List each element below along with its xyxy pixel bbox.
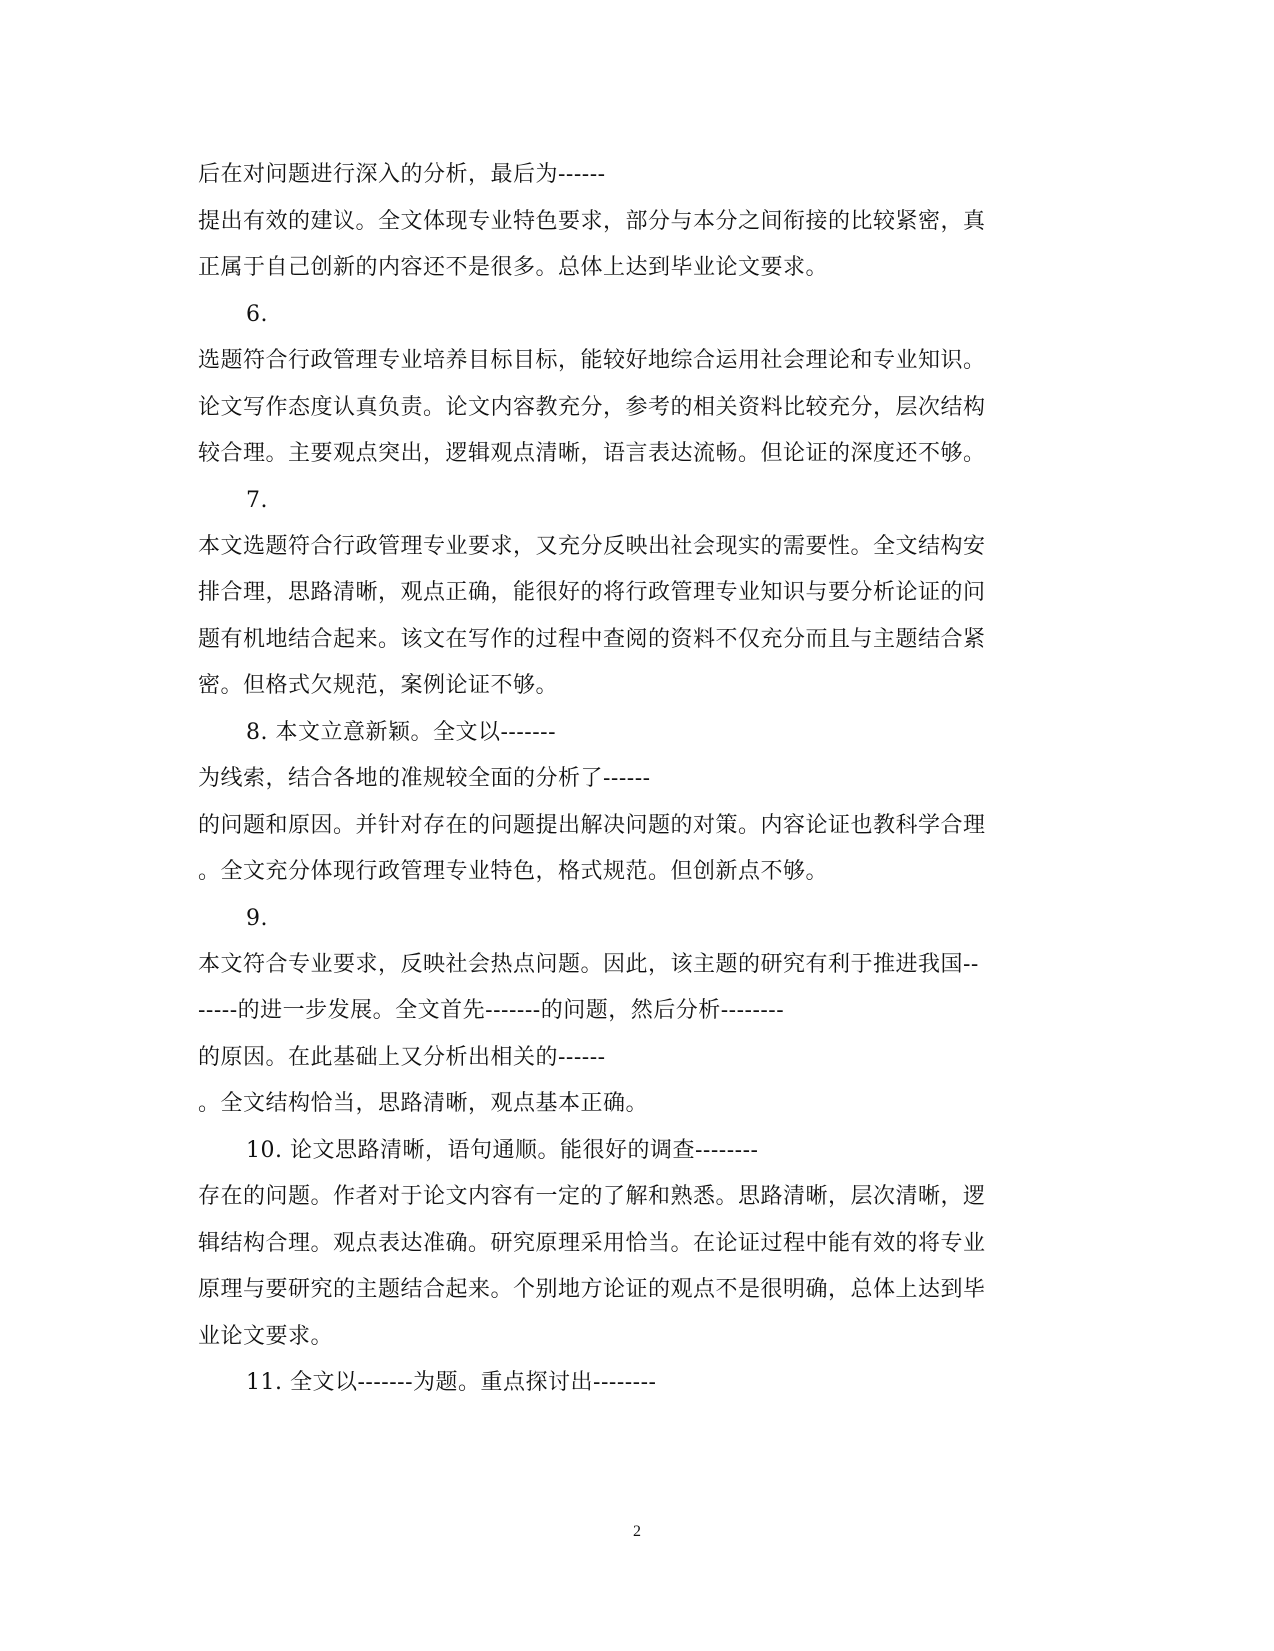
page-number: 2 <box>633 1523 641 1540</box>
text-line: 本文符合专业要求，反映社会热点问题。因此，该主题的研究有利于推进我国-- <box>198 952 979 977</box>
text-line: 的原因。在此基础上又分析出相关的------ <box>198 1045 606 1070</box>
text-line: 的问题和原因。并针对存在的问题提出解决问题的对策。内容论证也教科学合理 <box>198 813 986 838</box>
text-line: -----的进一步发展。全文首先-------的问题，然后分析-------- <box>198 998 785 1023</box>
text-line: 原理与要研究的主题结合起来。个别地方论证的观点不是很明确，总体上达到毕 <box>198 1277 986 1302</box>
text-line: 辑结构合理。观点表达准确。研究原理采用恰当。在论证过程中能有效的将专业 <box>198 1231 986 1256</box>
text-line: 为线索，结合各地的准规较全面的分析了------ <box>198 766 651 791</box>
text-line: 。全文结构恰当，思路清晰，观点基本正确。 <box>198 1091 649 1116</box>
list-number: 6. <box>246 302 268 327</box>
text-line: 提出有效的建议。全文体现专业特色要求，部分与本分之间衔接的比较紧密，真 <box>198 209 986 234</box>
list-item: 10. 论文思路清晰，语句通顺。能很好的调查-------- <box>246 1138 759 1163</box>
text-line: 密。但格式欠规范，案例论证不够。 <box>198 673 559 698</box>
list-number: 7. <box>246 488 268 513</box>
text-line: 题有机地结合起来。该文在写作的过程中查阅的资料不仅充分而且与主题结合紧 <box>198 627 986 652</box>
text-line: 选题符合行政管理专业培养目标目标，能较好地综合运用社会理论和专业知识。 <box>198 348 986 373</box>
list-item: 11. 全文以-------为题。重点探讨出-------- <box>246 1370 657 1395</box>
text-line: 业论文要求。 <box>198 1324 334 1349</box>
text-line: 存在的问题。作者对于论文内容有一定的了解和熟悉。思路清晰，层次清晰，逻 <box>198 1184 986 1209</box>
text-line: 正属于自己创新的内容还不是很多。总体上达到毕业论文要求。 <box>198 255 829 280</box>
text-line: 本文选题符合行政管理专业要求，又充分反映出社会现实的需要性。全文结构安 <box>198 534 986 559</box>
text-line: 排合理，思路清晰，观点正确，能很好的将行政管理专业知识与要分析论证的问 <box>198 580 986 605</box>
text-line: 论文写作态度认真负责。论文内容教充分，参考的相关资料比较充分，层次结构 <box>198 395 986 420</box>
text-line: 后在对问题进行深入的分析，最后为------ <box>198 162 606 187</box>
text-line: 。全文充分体现行政管理专业特色，格式规范。但创新点不够。 <box>198 859 829 884</box>
list-number: 9. <box>246 906 268 931</box>
text-line: 较合理。主要观点突出，逻辑观点清晰，语言表达流畅。但论证的深度还不够。 <box>198 441 986 466</box>
list-item: 8. 本文立意新颖。全文以------- <box>246 720 557 745</box>
